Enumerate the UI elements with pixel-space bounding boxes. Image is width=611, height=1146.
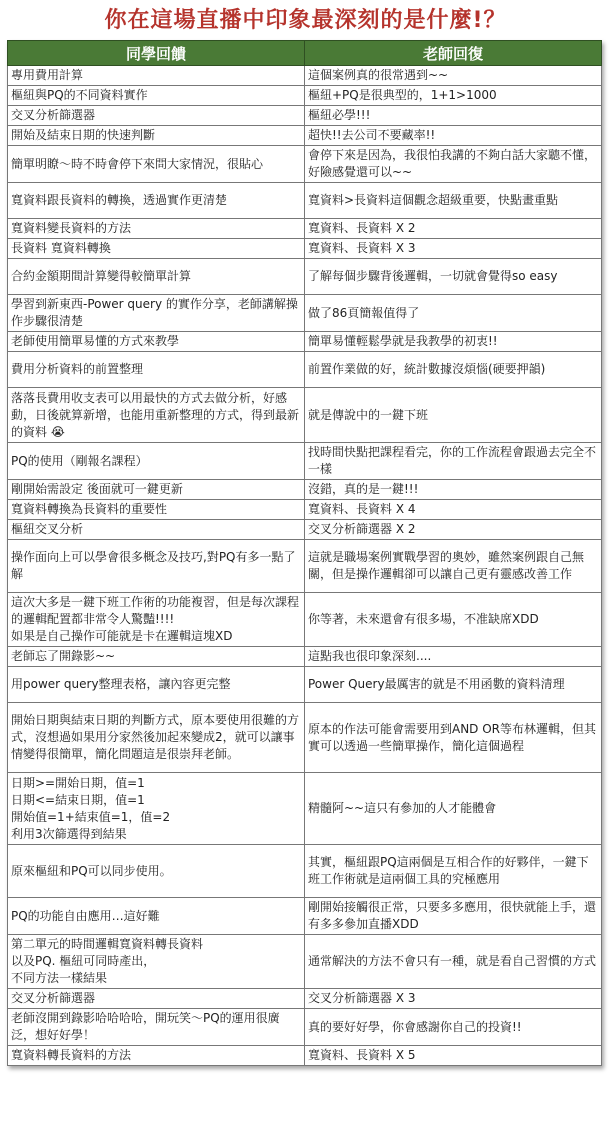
student-feedback-cell: 寬資料轉長資料的方法 [8,1046,305,1066]
page-title: 你在這場直播中印象最深刻的是什麼!？ [104,8,507,33]
student-feedback-cell: 寬資料轉換為長資料的重要性 [8,500,305,520]
teacher-reply-cell: 超快!!去公司不要藏率!! [305,126,602,146]
teacher-reply-cell: 做了86頁簡報值得了 [305,295,602,332]
student-feedback-cell: 簡單明瞭～時不時會停下來問大家情況，很貼心 [8,146,305,183]
student-feedback-cell: PQ的使用（剛報名課程） [8,443,305,480]
teacher-reply-cell: 簡單易懂輕鬆學就是我教學的初衷!! [305,332,602,352]
table-row [8,667,602,703]
table-row [8,66,602,86]
table-row [8,500,602,520]
student-feedback-cell: 學習到新東西-Power query 的實作分享，老師講解操作步驟很清楚 [8,295,305,332]
teacher-reply-cell: 寬資料、長資料 X 5 [305,1046,602,1066]
teacher-reply-cell: 沒錯，真的是一鍵!!! [305,480,602,500]
student-feedback-cell: 原來樞紐和PQ可以同步使用。 [8,845,305,898]
table-row [8,593,602,647]
teacher-reply-cell: 真的要好好學，你會感謝你自己的投資!! [305,1009,602,1046]
table-row [8,352,602,388]
table-row [8,86,602,106]
teacher-reply-cell: Power Query最厲害的就是不用函數的資料清理 [305,667,602,703]
table-row [8,1009,602,1046]
teacher-reply-cell: 樞紐必學!!! [305,106,602,126]
table-row [8,845,602,898]
teacher-reply-cell: 寬資料、長資料 X 4 [305,500,602,520]
table-row [8,480,602,500]
table-row [8,239,602,259]
student-feedback-cell: 交叉分析篩選器 [8,989,305,1009]
table-row [8,183,602,219]
student-feedback-cell: PQ的功能自由應用…這好難 [8,898,305,935]
student-feedback-cell: 這次大多是一鍵下班工作術的功能複習，但是每次課程的邏輯配置都非常令人驚豔!!!! 如果是自己操作可能就是卡在邏輯這塊XD [8,593,305,647]
teacher-reply-cell: 了解每個步驟背後邏輯，一切就會覺得so easy [305,259,602,295]
teacher-reply-cell: 交叉分析篩選器 X 2 [305,520,602,540]
teacher-reply-cell: 寬資料、長資料 X 3 [305,239,602,259]
student-feedback-cell: 開始及結束日期的快速判斷 [8,126,305,146]
teacher-reply-cell: 這個案例真的很常遇到~~ [305,66,602,86]
student-feedback-cell: 開始日期與結束日期的判斷方式，原本要使用很難的方式，沒想過如果用分家然後加起來變成2，就可以讓事情變得很簡單，簡化問題這是很崇拜老師。 [8,703,305,773]
student-feedback-cell: 樞紐與PQ的不同資料實作 [8,86,305,106]
table-row [8,388,602,443]
table-row [8,773,602,845]
table-row [8,540,602,593]
teacher-reply-cell: 寬資料、長資料 X 2 [305,219,602,239]
student-feedback-cell: 合約金額期間計算變得較簡單計算 [8,259,305,295]
header-teacher-reply: 老師回復 [305,41,602,66]
student-feedback-cell: 老師沒開到錄影哈哈哈哈，開玩笑～PQ的運用很廣泛，想好好學！ [8,1009,305,1046]
teacher-reply-cell: 通常解決的方法不會只有一種，就是看自己習慣的方式 [305,935,602,989]
table-row [8,989,602,1009]
table-row [8,647,602,667]
student-feedback-cell: 日期>=開始日期，值=1 日期<=結束日期，值=1 開始值=1+結束值=1，值=2 利用3次篩選得到結果 [8,773,305,845]
teacher-reply-cell: 就是傳說中的一鍵下班 [305,388,602,443]
student-feedback-cell: 用power query整理表格，讓內容更完整 [8,667,305,703]
table-row [8,295,602,332]
teacher-reply-cell: 這點我也很印象深刻.... [305,647,602,667]
teacher-reply-cell: 會停下來是因為，我很怕我講的不夠白話大家聽不懂，好險感覺還可以~~ [305,146,602,183]
table-row [8,332,602,352]
student-feedback-cell: 第二單元的時間邏輯寬資料轉長資料 以及PQ. 樞紐可同時產出， 不同方法一樣結果 [8,935,305,989]
teacher-reply-cell: 找時間快點把課程看完，你的工作流程會跟過去完全不一樣 [305,443,602,480]
student-feedback-cell: 寬資料變長資料的方法 [8,219,305,239]
teacher-reply-cell: 寬資料>長資料這個觀念超級重要，快點畫重點 [305,183,602,219]
table-row [8,703,602,773]
student-feedback-cell: 交叉分析篩選器 [8,106,305,126]
student-feedback-cell: 落落長費用收支表可以用最快的方式去做分析，好感動，日後就算新增，也能用重新整理的方式，得到最新的資料 😭 [8,388,305,443]
student-feedback-cell: 老師使用簡單易懂的方式來教學 [8,332,305,352]
table-row [8,126,602,146]
table-row [8,935,602,989]
student-feedback-cell: 剛開始需設定 後面就可一鍵更新 [8,480,305,500]
teacher-reply-cell: 剛開始接觸很正常，只要多多應用，很快就能上手，還有多多參加直播XDD [305,898,602,935]
header-student-feedback: 同學回饋 [8,41,305,66]
teacher-reply-cell: 這就是職場案例實戰學習的奧妙，雖然案例跟自己無關，但是操作邏輯卻可以讓自己更有靈感改善工作 [305,540,602,593]
student-feedback-cell: 操作面向上可以學會很多概念及技巧,對PQ有多一點了解 [8,540,305,593]
teacher-reply-cell: 原本的作法可能會需要用到AND OR等布林邏輯，但其實可以透過一些簡單操作，簡化這個過程 [305,703,602,773]
teacher-reply-cell: 你等著，未來還會有很多場，不准缺席XDD [305,593,602,647]
table-row [8,443,602,480]
table-row [8,106,602,126]
teacher-reply-cell: 精髓阿~~這只有參加的人才能體會 [305,773,602,845]
table-row [8,520,602,540]
teacher-reply-cell: 樞紐+PQ是很典型的，1+1>1000 [305,86,602,106]
table-body [8,66,602,1066]
table-row [8,898,602,935]
teacher-reply-cell: 交叉分析篩選器 X 3 [305,989,602,1009]
student-feedback-cell: 老師忘了開錄影~~ [8,647,305,667]
table-row [8,1046,602,1066]
table-header-row [8,41,602,66]
student-feedback-cell: 費用分析資料的前置整理 [8,352,305,388]
table-row [8,219,602,239]
teacher-reply-cell: 前置作業做的好，統計數據沒煩惱(硬要押韻) [305,352,602,388]
table-row [8,146,602,183]
feedback-table [7,40,602,1066]
student-feedback-cell: 寬資料跟長資料的轉換，透過實作更清楚 [8,183,305,219]
student-feedback-cell: 長資料 寬資料轉換 [8,239,305,259]
student-feedback-cell: 樞紐交叉分析 [8,520,305,540]
student-feedback-cell: 專用費用計算 [8,66,305,86]
table-row [8,259,602,295]
teacher-reply-cell: 其實，樞紐跟PQ這兩個是互相合作的好夥伴，一鍵下班工作術就是這兩個工具的究極應用 [305,845,602,898]
